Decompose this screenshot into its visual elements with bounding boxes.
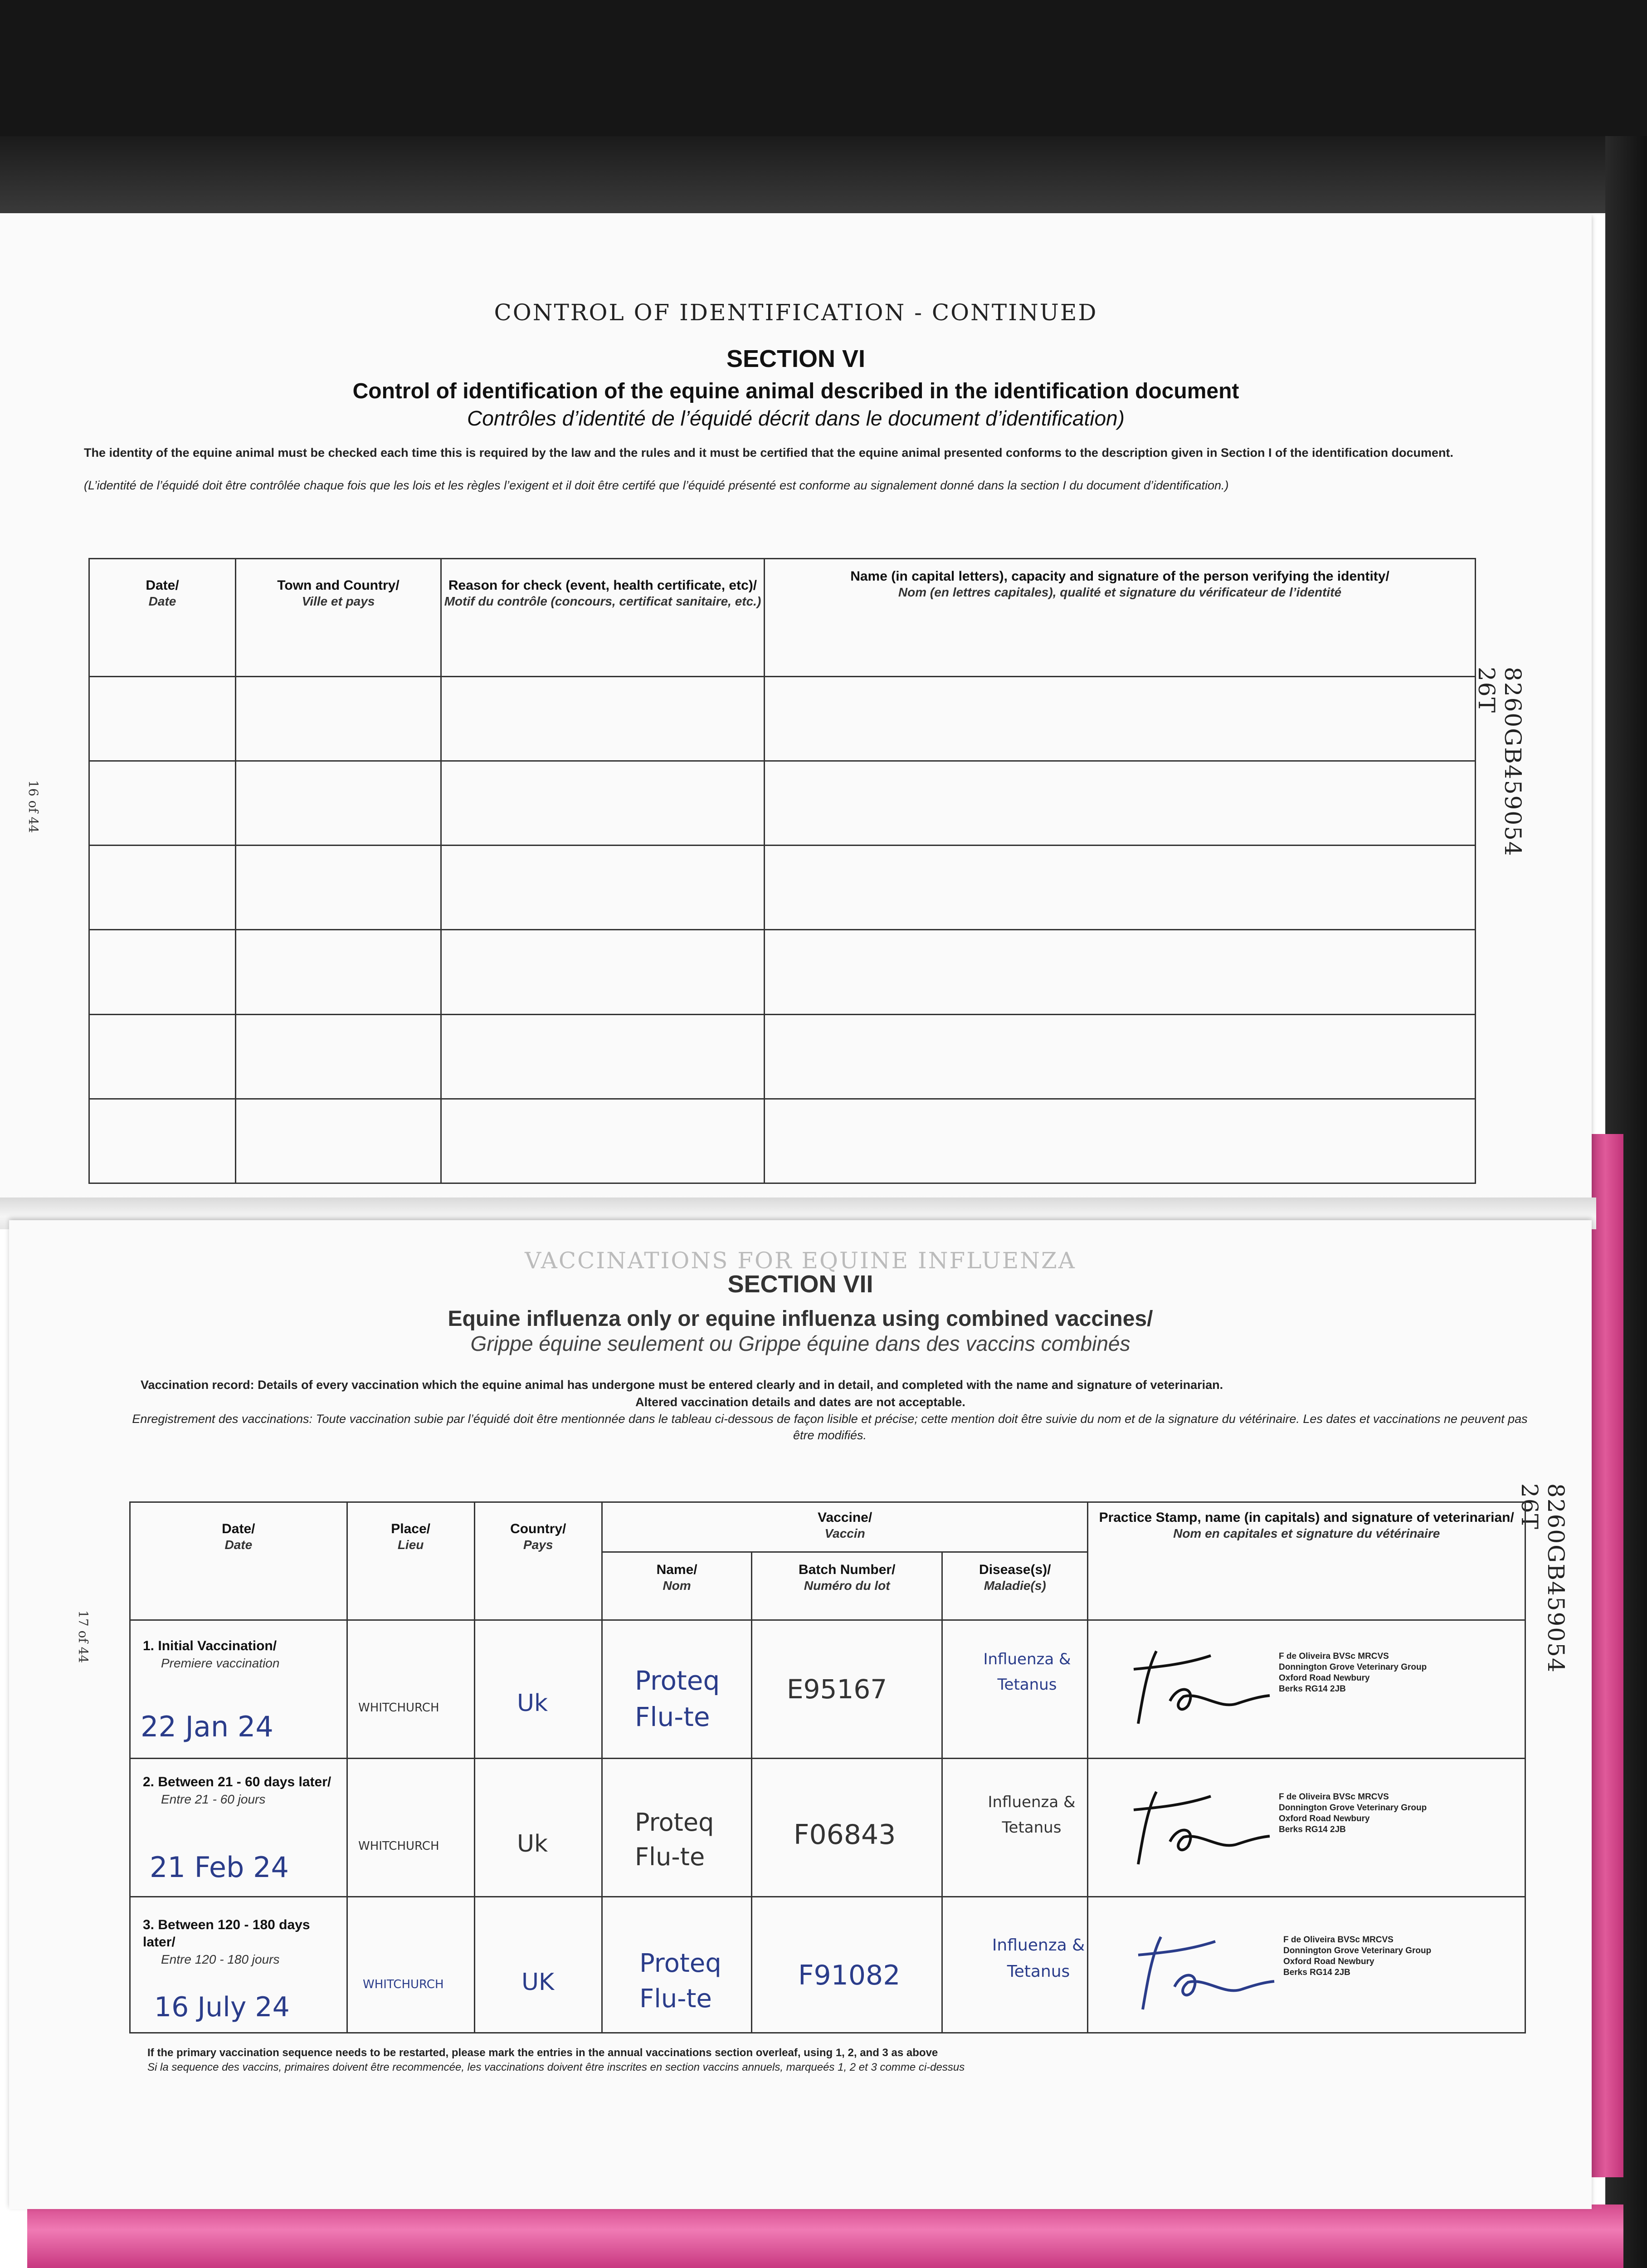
intro-english: Vaccination record: Details of every vaccination which the equine animal has undergone must be entered clearly and in detail, and completed with the name and signature of veterinarian. [141,1378,1223,1392]
header-vaccine-name: Name/ Nom [602,1552,751,1620]
header-town-country: Town and Country/ Ville et pays [236,559,441,677]
table-row [89,1014,1476,1099]
batch-number-entry: F06843 [794,1819,896,1851]
passport-cover-top-edge [0,136,1647,213]
intro-english-warning: Altered vaccination details and dates are not acceptable. [635,1395,965,1409]
section-heading: SECTION VII [727,1271,873,1298]
title-english: Control of identification of the equine animal described in the identification document [352,379,1239,403]
title-french: Contrôles d’identité de l’équidé décrit dans le document d’identification) [467,406,1125,430]
place-entry: WHITCHURCH [358,1839,439,1853]
country-entry: Uk [517,1690,548,1717]
footnote-french: Si la sequence des vaccins, primaires doivent être recommencée, les vaccinations doivent être inscrites en section vaccins annuels, marqueés 1, 2 et 3 comme ci-dessus [147,2061,965,2073]
disease-entry: Influenza & Tetanus [983,1650,1071,1694]
country-entry: Uk [517,1830,548,1857]
table-row [89,677,1476,761]
section-heading: SECTION VI [726,345,866,372]
country-entry: UK [521,1969,555,1996]
vaccine-name-entry: Proteq Flu-te [635,1665,720,1732]
intro-english: The identity of the equine animal must be checked each time this is required by the law and the rules and it must be certified that the equine animal presented conforms to the description given in Section I of the identification document. [84,446,1454,459]
pink-cover-bottom [27,2204,1623,2268]
pink-cover-right [1587,1134,1623,2177]
header-reason: Reason for check (event, health certificate, etc)/ Motif du contrôle (concours, certificat sanitaire, etc.) [441,559,765,677]
disease-entry: Influenza & Tetanus [988,1793,1076,1837]
table-row [89,761,1476,846]
header-vaccine: Vaccine/ Vaccin [602,1502,1088,1552]
header-batch-number: Batch Number/ Numéro du lot [752,1552,942,1620]
page-title-serif: CONTROL OF IDENTIFICATION - CONTINUED [494,299,1098,326]
table-row [89,930,1476,1014]
veterinarian-signature [1129,1783,1274,1873]
batch-number-entry: E95167 [787,1674,887,1705]
title-english: Equine influenza only or equine influenza using combined vaccines/ [448,1307,1153,1331]
page-section-vi [0,213,1592,1207]
table-row [89,1099,1476,1183]
row-label-second: 2. Between 21 - 60 days later/ Entre 21 - 60 jours [143,1774,331,1806]
header-verifier: Name (in capital letters), capacity and signature of the person verifying the identity/ Nom (en lettres capitales), qualité et signature du vérificateur de l’identité [765,559,1476,677]
practice-stamp: F de Oliveira BVSc MRCVS Donnington Grove Veterinary Group Oxford Road Newbury Berks RG14 2JB [1283,1935,1432,1977]
date-entry: 21 Feb 24 [150,1851,289,1884]
row-label-initial: 1. Initial Vaccination/ Premiere vaccination [143,1638,280,1670]
date-entry: 16 July 24 [154,1991,290,2023]
header-disease: Disease(s)/ Maladie(s) [942,1552,1088,1620]
practice-stamp: F de Oliveira BVSc MRCVS Donnington Grove Veterinary Group Oxford Road Newbury Berks RG14 2JB [1279,1792,1427,1834]
veterinarian-signature [1134,1928,1279,2019]
disease-entry: Influenza & Tetanus [992,1936,1085,1981]
passport-number: 8260GB459054​26T [1516,1483,1569,1673]
title-french: Grippe équine seulement ou Grippe équine dans des vaccins combinés [470,1332,1130,1355]
intro-french: (L’identité de l’équidé doit être contrôlée chaque fois que les lois et les règles l’exigent et il doit être certifé que l’équidé présenté est conforme au signalement donné dans la section I du document d’identification.) [84,479,1229,492]
batch-number-entry: F91082 [798,1960,901,1991]
page-section-vii [9,1220,1592,2209]
page-number: 16 of 44 [26,780,41,833]
header-country: Country/ Pays [474,1502,602,1620]
header-practice-stamp: Practice Stamp, name (in capitals) and signature of veterinarian/ Nom en capitales et signature du vétérinaire [1088,1502,1525,1620]
date-entry: 22 Jan 24 [141,1710,273,1743]
vaccine-name-entry: Proteq Flu-te [635,1808,714,1871]
practice-stamp: F de Oliveira BVSc MRCVS Donnington Grove Veterinary Group Oxford Road Newbury Berks RG14 2JB [1279,1652,1427,1694]
header-place: Place/ Lieu [347,1502,474,1620]
header-date: Date/ Date [130,1502,347,1620]
identification-check-table [88,558,1476,1184]
place-entry: WHITCHURCH [358,1701,439,1715]
vaccine-name-entry: Proteq Flu-te [639,1949,721,2014]
footnote-english: If the primary vaccination sequence needs to be restarted, please mark the entries in the annual vaccinations section overleaf, using 1, 2, and 3 as above [147,2047,938,2059]
page-number: 17 of 44 [76,1610,91,1663]
table-row [89,846,1476,930]
header-date: Date/ Date [89,559,236,677]
place-entry: WHITCHURCH [363,1978,444,1991]
faded-page-title: VACCINATIONS FOR EQUINE INFLUENZA [525,1247,1076,1274]
row-label-third: 3. Between 120 - 180 days later/ Entre 120 - 180 jours [143,1917,310,1966]
passport-number: 8260GB459054​26T [1473,667,1526,857]
intro-french: Enregistrement des vaccinations: Toute vaccination subie par l’équidé doit être mentionnée dans le tableau ci-dessous de façon lisible et précise; cette mention doit être suivie du nom et de la signature du vétérinaire. Les dates et vaccinations ne peuvent pas être modifiés. [132,1412,1528,1442]
veterinarian-signature [1129,1642,1274,1733]
